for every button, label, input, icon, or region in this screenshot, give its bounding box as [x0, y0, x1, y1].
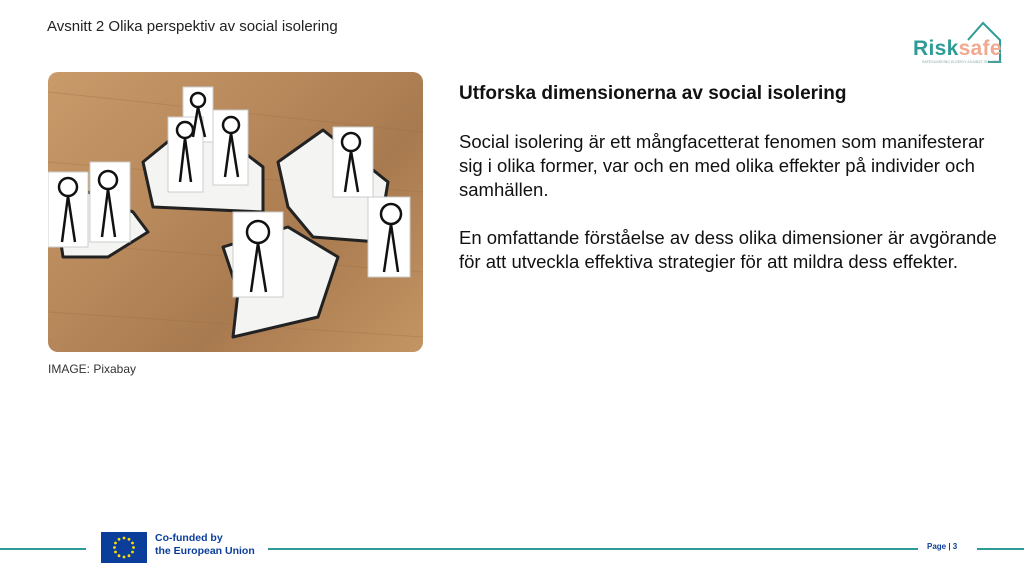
footer-line-middle — [268, 548, 918, 550]
section-title: Avsnitt 2 Olika perspektiv av social isolering — [47, 18, 338, 35]
logo-safe-text: safe — [958, 37, 1002, 60]
content-body — [459, 130, 999, 298]
footer-line-left — [0, 548, 86, 550]
eu-line-1: Co-funded by — [155, 532, 223, 544]
image-caption: IMAGE: Pixabay — [48, 362, 137, 376]
logo-tagline: SAFEGUARDING ELDERLY AGAINST ISOLATION — [922, 60, 1003, 64]
logo-risk-text: Risk — [913, 37, 959, 60]
logo-wordmark — [913, 37, 1002, 61]
eu-flag-icon — [101, 532, 147, 563]
paper-figures-photo — [48, 72, 423, 352]
eu-line-2: the European Union — [155, 545, 255, 557]
risksafe-logo — [908, 18, 1004, 68]
paragraph-2: En omfattande förståelse av dess olika dimensioner är avgörande för att utveckla effektiva strategier för att mildra dess effekter. — [459, 227, 997, 272]
page-number: Page | 3 — [927, 542, 958, 551]
footer-line-right — [977, 548, 1024, 550]
eu-cofunded-text — [155, 532, 255, 558]
paragraph-1: Social isolering är ett mångfacetterat fenomen som manifesterar sig i olika former, var och en med olika effekter på individer och samhällen. — [459, 131, 985, 200]
paper-figures-houses-illustration — [48, 72, 423, 352]
content-heading: Utforska dimensionerna av social isolering — [459, 83, 847, 104]
